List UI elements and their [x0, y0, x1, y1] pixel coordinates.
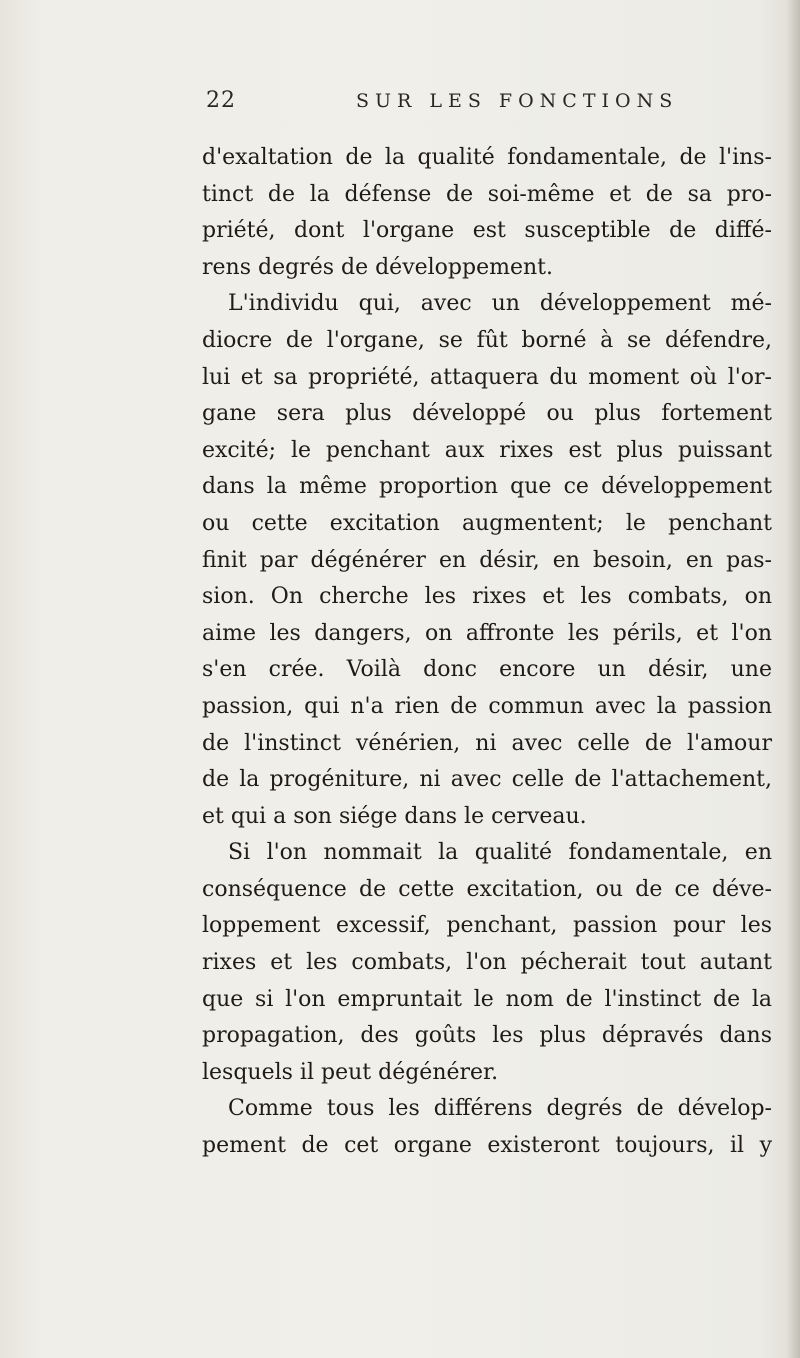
text-line: propagation, des goûts les plus dépravés dans [202, 1023, 772, 1049]
text-line: loppement excessif, penchant, passion pour les [202, 913, 772, 939]
text-line: priété, dont l'organe est susceptible de diffé- [202, 218, 772, 244]
text-line: s'en crée. Voilà donc encore un désir, une [202, 657, 772, 683]
text-line: ou cette excitation augmentent; le penchant [202, 510, 772, 536]
text-line: rixes et les combats, l'on pécherait tout autant [202, 950, 772, 976]
text-line: aime les dangers, on affronte les périls, et l'on [202, 620, 772, 646]
text-line: dans la même proportion que ce développement [202, 474, 772, 500]
text-line: que si l'on empruntait le nom de l'instinct de la [202, 986, 772, 1012]
text-line: finit par dégénérer en désir, en besoin, en pas- [202, 547, 772, 573]
page-edge-shadow [786, 0, 800, 1358]
text-line: sion. On cherche les rixes et les combats, on [202, 584, 772, 610]
paragraph [202, 835, 772, 1091]
running-head [206, 88, 766, 118]
text-line: conséquence de cette excitation, ou de ce déve- [202, 876, 772, 902]
text-line: lui et sa propriété, attaquera du moment où l'or- [202, 364, 772, 390]
paragraph [202, 286, 772, 835]
text-line: gane sera plus développé ou plus fortement [202, 401, 772, 427]
text-line: excité; le penchant aux rixes est plus puissant [202, 437, 772, 463]
text-line: rens degrés de développement. [202, 254, 553, 280]
text-line: diocre de l'organe, se fût borné à se défendre, [202, 327, 772, 353]
text-line: pement de cet organe existeront toujours, il y [202, 1133, 772, 1159]
body-text [202, 140, 772, 1165]
text-line: passion, qui n'a rien de commun avec la passion [202, 693, 772, 719]
text-line: Si l'on nommait la qualité fondamentale, en [228, 840, 772, 866]
text-line: et qui a son siége dans le cerveau. [202, 803, 587, 829]
text-line: tinct de la défense de soi-même et de sa pro- [202, 181, 772, 207]
paragraph [202, 1091, 772, 1164]
running-title: SUR LES FONCTIONS [356, 90, 679, 112]
page-number: 22 [206, 88, 236, 113]
text-line: de l'instinct vénérien, ni avec celle de l'amour [202, 730, 772, 756]
text-line: d'exaltation de la qualité fondamentale, de l'ins- [202, 145, 772, 170]
text-line: lesquels il peut dégénérer. [202, 1059, 499, 1085]
text-line: Comme tous les différens degrés de dévelop- [228, 1096, 772, 1122]
text-line: L'individu qui, avec un développement mé- [228, 291, 772, 317]
text-line: de la progéniture, ni avec celle de l'attachement, [202, 767, 772, 793]
paragraph [202, 140, 772, 286]
